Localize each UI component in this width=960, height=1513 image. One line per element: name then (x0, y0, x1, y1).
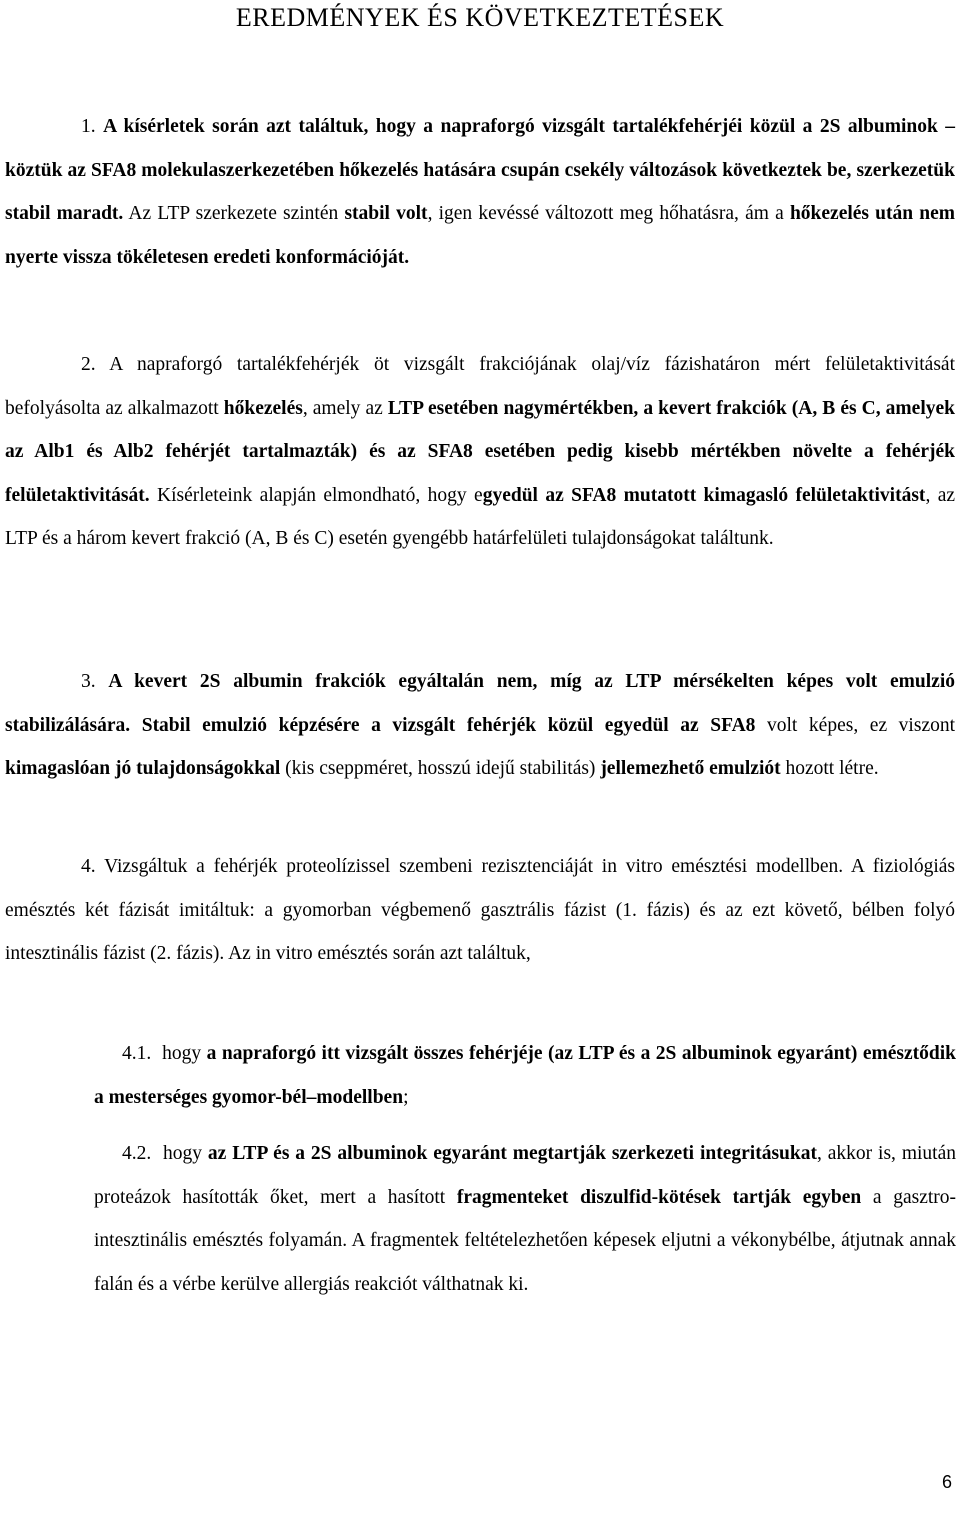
text: , amely az (302, 397, 383, 419)
paragraph-1 (5, 105, 955, 279)
bold-text: – (306, 1086, 317, 1108)
bold-text: A kísérletek során azt találtuk, hogy a napraforgó vizsgált tartalékfehérjéi közül a 2S albuminok – köztük az SFA8 molekulaszerkezetében hőkezelés hatására csupán csekély változások következtek be, szerkezetük stabil maradt. (5, 116, 956, 224)
paragraph-number: 1. (81, 116, 96, 137)
text: a gasztro-intesztinális emésztés folyamán. A fragmentek feltételezhetően képesek eljutni a vékonybélbe, átjutnak annak falán és a vérbe kerülve allergiás reakciót válthatnak ki. (94, 1186, 957, 1295)
text: hogy (162, 1043, 202, 1064)
subparagraph-4-1 (94, 1032, 956, 1119)
bold-text: kimagaslóan jó tulajdonságokkal (5, 758, 281, 779)
text: hogy (163, 1143, 203, 1164)
bold-text: Stabil emulzió képzésére a vizsgált fehérjék közül egyedül az SFA8 (141, 714, 756, 736)
subparagraph-4-2 (94, 1132, 956, 1306)
bold-text: modellben (316, 1086, 404, 1108)
text: , igen kevéssé változott meg hőhatásra, ám a (427, 203, 784, 224)
text: , akkor is, miután proteázok hasították őket, mert a hasított (94, 1143, 956, 1208)
subparagraph-number: 4.1. (122, 1043, 152, 1064)
bold-text: A kevert 2S albumin frakciók egyáltalán nem, míg az LTP mérsékelten képes volt emulzió stabilizálására. (5, 671, 956, 736)
bold-text: gyedül az SFA8 mutatott kimagasló felületaktivitást (482, 484, 926, 506)
paragraph-number: 3. (81, 671, 96, 692)
page-number: 6 (941, 1472, 952, 1492)
text: hozott létre. (785, 758, 879, 779)
bold-text: jellemezhető emulziót (600, 758, 781, 779)
text: A napraforgó tartalékfehérjék öt vizsgált frakciójának olaj/víz fázishatáron mért felületaktivitását befolyásolta az alkalmazott (5, 354, 955, 419)
bold-text: az LTP és a 2S albuminok egyaránt megtartják szerkezeti integritásukat (207, 1143, 817, 1164)
bold-text: hőkezelés (223, 397, 303, 419)
bold-text: a napraforgó itt vizsgált összes fehérjéje (az LTP és a 2S albuminok egyaránt) emésztődik a mesterséges gyomor-bél (94, 1043, 957, 1108)
text: volt képes, ez viszont (767, 714, 956, 736)
paragraph-4 (5, 845, 955, 976)
bold-text: fragmenteket diszulfid-kötések tartják egyben (456, 1186, 862, 1208)
bold-text: stabil volt (344, 203, 428, 224)
text: (kis cseppméret, hosszú idejű stabilitás) (285, 758, 596, 779)
paragraph-number: 4. (81, 856, 96, 877)
page-title: EREDMÉNYEK ÉS KÖVETKEZTETÉSEK (235, 3, 725, 32)
subparagraph-number: 4.2. (122, 1143, 152, 1164)
text: Vizsgáltuk a fehérjék proteolízissel szembeni rezisztenciáját in vitro emésztési modellben. A fiziológiás emésztés két fázisát imitáltuk: a gyomorban végbemenő gasztrális fázist (1. fázis) és az ezt követő, bélben folyó intesztinális fázist (2. fázis). Az in vitro emésztés során azt találtuk, (5, 856, 956, 964)
paragraph-3 (5, 660, 955, 791)
paragraph-number: 2. (81, 354, 96, 375)
paragraph-2 (5, 343, 955, 561)
text: Az LTP szerkezete szintén (128, 203, 339, 224)
bold-text: LTP esetében nagymértékben, a kevert frakciók (A, B és C, amelyek az Alb1 és Alb2 fehérjét tartalmazták) és az SFA8 esetében pedig kisebb mértékben növelte a fehérjék felületaktivitását. (5, 397, 955, 506)
bold-text: hőkezelés után nem nyerte vissza tökéletesen eredeti konformációját. (5, 203, 956, 268)
text: Kísérleteink alapján elmondható, hogy e (156, 484, 483, 506)
text: , az LTP és a három kevert frakció (A, B és C) esetén gyengébb határfelületi tulajdonságokat találtunk. (5, 484, 955, 549)
text: ; (403, 1086, 409, 1108)
